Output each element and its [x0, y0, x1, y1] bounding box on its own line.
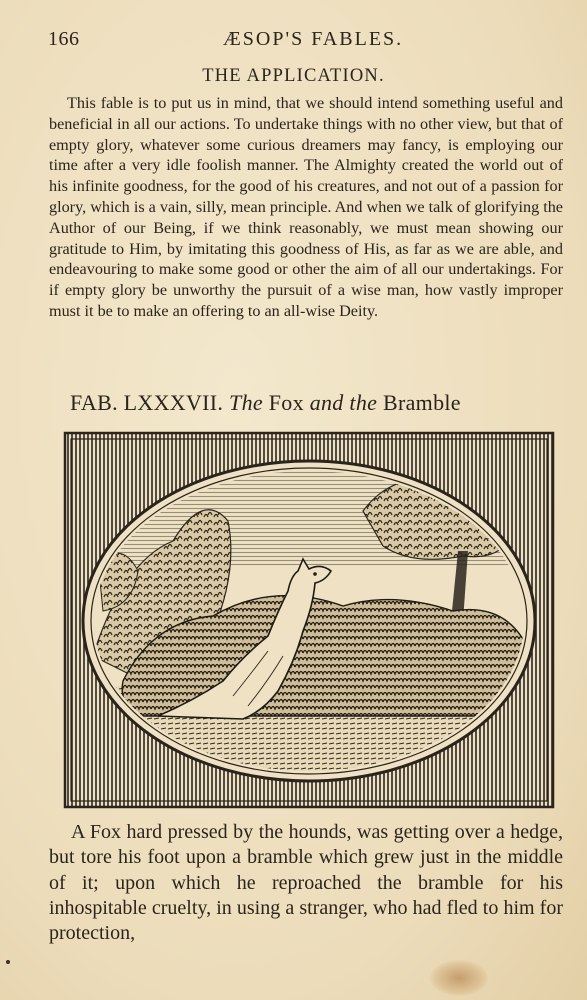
application-paragraph: This fable is to put us in mind, that we should intend something useful and beneficial in all our actions. To undertake things with no other view, but that of empty glory, whatever some curious dreamers may fancy, is employing our time after a very idle foolish manner. The Almighty created the world out of his infinite goodness, for the good of his creatures, and not out of a passion for glory, which is a vain, silly, mean principle. And when we talk of glorifying the Author of our Being, if we think reasonably, we must mean showing our gratitude to Him, by imitating this goodness of His, as far as we are able, and endeavouring to make some good or other the aim of all our undertakings. For if empty glory be unworthy the pursuit of a wise man, how vastly improper must it be to make an offering to an all-wise Deity. [49, 94, 563, 320]
running-head [48, 28, 563, 52]
fable-title-bramble: Bramble [383, 390, 461, 415]
page-number: 166 [48, 28, 80, 50]
book-title: ÆSOP'S FABLES. [223, 28, 404, 50]
application-heading: THE APPLICATION. [202, 66, 385, 86]
fable-paragraph: A Fox hard pressed by the hounds, was getting over a hedge, but tore his foot upon a bramble which grew just in the middle of it; upon which he reproached the bramble for his inhospitable cruelty, in using a stranger, who had fled to him for protection, [49, 821, 563, 945]
fable-title-the: The [229, 390, 263, 415]
ink-speck [6, 960, 10, 964]
fable-number: FAB. LXXXVII. [70, 390, 224, 415]
fable-title-and-the: and the [309, 390, 378, 415]
fable-heading [70, 390, 461, 416]
fable-title-fox: Fox [268, 390, 304, 415]
fox-and-bramble-engraving [63, 431, 555, 809]
paper-stain [430, 960, 488, 996]
